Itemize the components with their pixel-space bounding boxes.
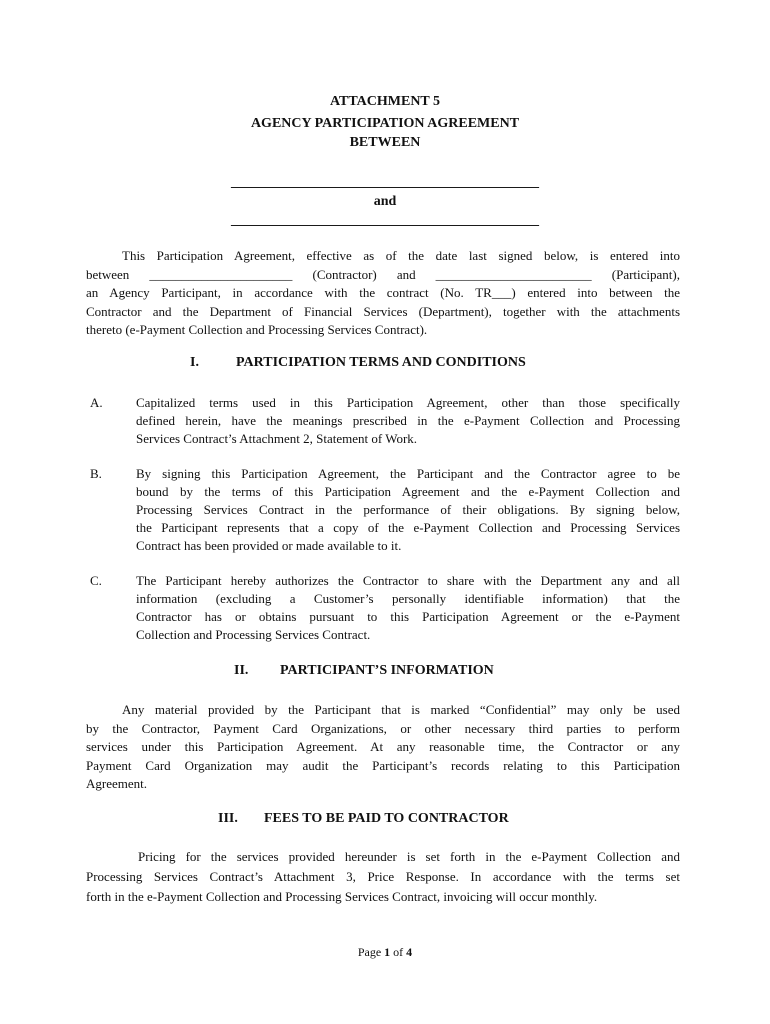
item-c-label: C. bbox=[90, 573, 102, 588]
item-line: By signing this Participation Agreement, the Participant and the Contractor agree to be bbox=[136, 466, 680, 481]
intro-line: thereto (e-Payment Collection and Processing Services Contract). bbox=[86, 322, 428, 337]
item-b-label: B. bbox=[90, 466, 102, 481]
fees-line: forth in the e-Payment Collection and Processing Services Contract, invoicing will occur monthly. bbox=[86, 889, 598, 904]
info-line: Payment Card Organization may audit the Participant’s records relating to this Participation bbox=[86, 757, 680, 773]
page-footer bbox=[0, 944, 770, 960]
info-line: Any material provided by the Participant that is marked “Confidential” may only be used bbox=[122, 702, 680, 717]
item-line: Processing Services Contract in the performance of their obligations. By signing below, bbox=[136, 502, 680, 517]
intro-line: an Agency Participant, in accordance with the contract (No. TR___) entered into between the bbox=[86, 285, 680, 300]
party-blank-2: ____________________________________________ bbox=[231, 213, 539, 228]
section-1-title: PARTICIPATION TERMS AND CONDITIONS bbox=[236, 355, 526, 370]
page-number: 1 bbox=[384, 945, 391, 959]
fees-paragraph bbox=[86, 847, 680, 907]
item-c-text bbox=[136, 572, 680, 644]
section-1-number: I. bbox=[190, 355, 199, 370]
item-line: bound by the terms of this Participation Agreement and the e-Payment Collection and bbox=[136, 484, 680, 499]
agreement-title: AGENCY PARTICIPATION AGREEMENT bbox=[250, 116, 520, 131]
item-line: The Participant hereby authorizes the Contractor to share with the Department any and all bbox=[136, 573, 680, 588]
between-heading: BETWEEN bbox=[349, 135, 421, 150]
item-a-label: A. bbox=[90, 395, 103, 410]
info-line: Agreement. bbox=[86, 776, 148, 791]
item-line: Contract has been provided or made available to it. bbox=[136, 538, 402, 553]
of-word: of bbox=[393, 945, 404, 959]
info-line: services under this Participation Agreement. At any reasonable time, the Contractor or any bbox=[86, 739, 680, 754]
section-2-title: PARTICIPANT’S INFORMATION bbox=[280, 663, 494, 678]
page-total: 4 bbox=[406, 945, 413, 959]
item-line: defined herein, have the meanings prescribed in the e-Payment Collection and Processing bbox=[136, 413, 680, 428]
item-line: Capitalized terms used in this Participation Agreement, other than those specifically bbox=[136, 395, 680, 410]
intro-line: Contractor and the Department of Financial Services (Department), together with the attachments bbox=[86, 303, 680, 319]
item-line: information (excluding a Customer’s personally identifiable information) that the bbox=[136, 591, 680, 606]
intro-line: This Participation Agreement, effective as of the date last signed below, is entered into bbox=[122, 248, 680, 263]
and-label: and bbox=[373, 194, 397, 209]
attachment-title: ATTACHMENT 5 bbox=[329, 94, 441, 109]
item-line: Contractor has or obtains pursuant to this Participation Agreement or the e-Payment bbox=[136, 609, 680, 624]
fees-line: Processing Services Contract’s Attachment 3, Price Response. In accordance with the terms set bbox=[86, 869, 680, 884]
item-line: Collection and Processing Services Contract. bbox=[136, 627, 371, 642]
party-blank-1: ____________________________________________ bbox=[231, 175, 539, 190]
info-line: by the Contractor, Payment Card Organizations, or other necessary third parties to perform bbox=[86, 720, 680, 736]
page-word: Page bbox=[357, 945, 382, 959]
item-line: Services Contract’s Attachment 2, Statement of Work. bbox=[136, 431, 418, 446]
intro-paragraph bbox=[86, 247, 680, 340]
item-a-text bbox=[136, 394, 680, 448]
item-line: the Participant represents that a copy of the e-Payment Collection and Processing Services bbox=[136, 520, 680, 535]
intro-line: between ______________________ (Contractor) and ________________________ (Participant), bbox=[86, 266, 680, 282]
item-b-text bbox=[136, 465, 680, 555]
section-3-number: III. bbox=[218, 811, 238, 826]
participant-info-paragraph bbox=[86, 701, 680, 794]
section-3-title: FEES TO BE PAID TO CONTRACTOR bbox=[264, 811, 509, 826]
fees-line: Pricing for the services provided hereunder is set forth in the e-Payment Collection and bbox=[138, 849, 680, 864]
section-2-number: II. bbox=[234, 663, 249, 678]
